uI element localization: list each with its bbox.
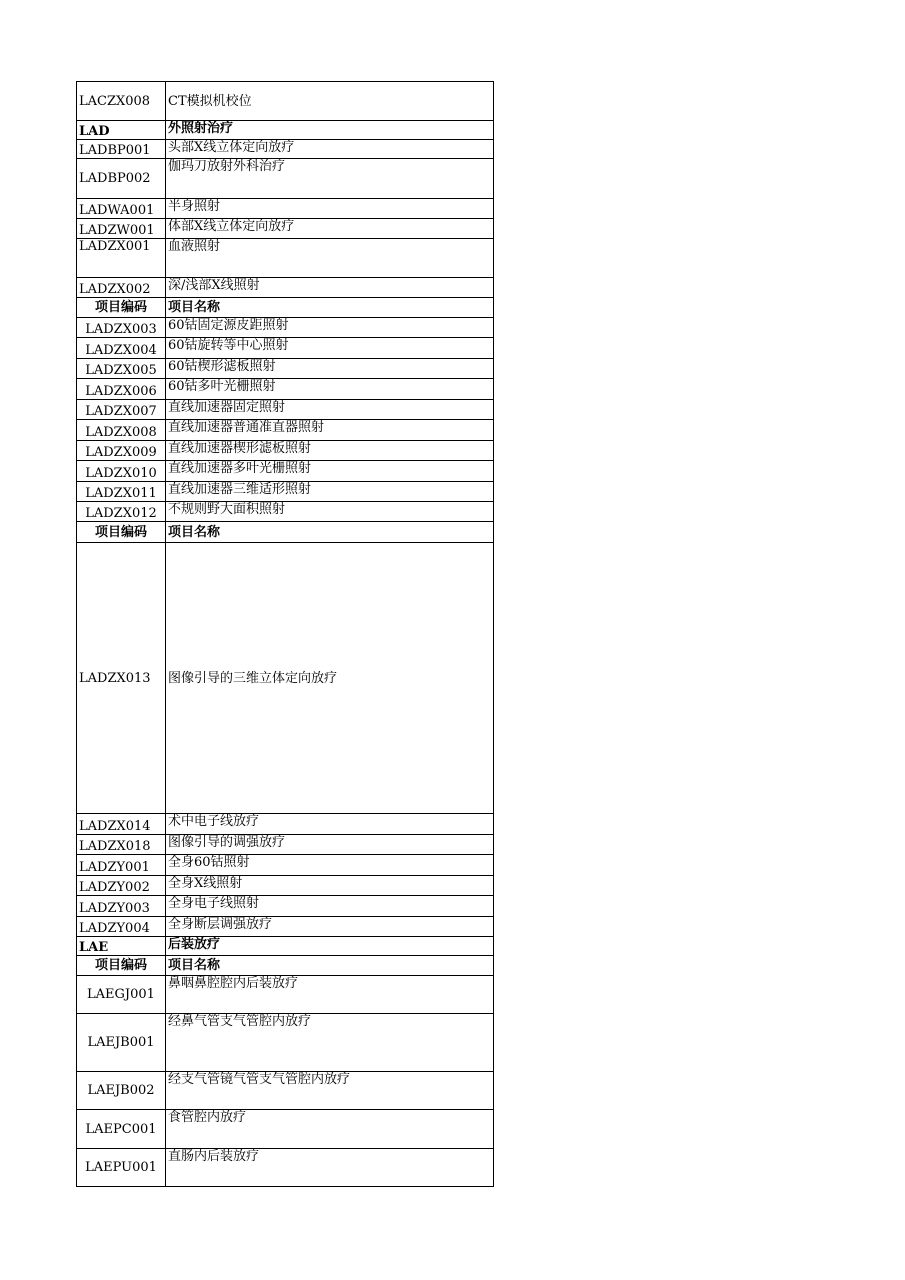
procedure-code: LACZX008	[77, 82, 166, 121]
procedure-name: 头部X线立体定向放疗	[166, 140, 494, 159]
procedure-name: 60钴多叶光栅照射	[166, 379, 494, 400]
procedure-name: 伽玛刀放射外科治疗	[166, 159, 494, 199]
procedure-code: LADZY002	[77, 876, 166, 896]
table-row	[77, 1014, 494, 1072]
procedure-name: 深/浅部X线照射	[166, 278, 494, 298]
procedure-name: 全身断层调强放疗	[166, 917, 494, 937]
column-header-row	[77, 298, 494, 318]
procedure-code: LADZX002	[77, 278, 166, 298]
procedure-code: LADZX014	[77, 814, 166, 835]
procedure-code: LADZX003	[77, 318, 166, 338]
procedure-code: LAEJB001	[77, 1014, 166, 1072]
table-row	[77, 140, 494, 159]
table-row	[77, 1110, 494, 1149]
procedure-code: LADZX005	[77, 359, 166, 379]
column-header-row	[77, 956, 494, 976]
category-code: LAE	[77, 937, 166, 956]
procedure-name: 直线加速器三维适形照射	[166, 482, 494, 502]
category-row	[77, 121, 494, 140]
table-row	[77, 400, 494, 420]
procedure-name: 经鼻气管支气管腔内放疗	[166, 1014, 494, 1072]
procedure-code: LADWA001	[77, 199, 166, 219]
column-header-name: 项目名称	[166, 298, 494, 318]
column-header-code: 项目编码	[77, 298, 166, 318]
table-row	[77, 461, 494, 482]
procedure-name: CT模拟机校位	[166, 82, 494, 121]
table-row	[77, 278, 494, 298]
column-header-code: 项目编码	[77, 522, 166, 543]
table-row	[77, 835, 494, 855]
procedure-name: 直线加速器楔形滤板照射	[166, 441, 494, 461]
procedure-code: LADZX012	[77, 502, 166, 522]
procedure-code: LADZX008	[77, 420, 166, 441]
procedure-code: LADZX004	[77, 338, 166, 359]
procedure-name: 60钴楔形滤板照射	[166, 359, 494, 379]
procedure-name: 60钴旋转等中心照射	[166, 338, 494, 359]
table-row	[77, 976, 494, 1014]
table-row	[77, 159, 494, 199]
procedure-code: LADZY003	[77, 896, 166, 917]
procedure-name: 全身X线照射	[166, 876, 494, 896]
procedure-code: LADZW001	[77, 219, 166, 239]
table-row	[77, 855, 494, 876]
category-name: 外照射治疗	[166, 121, 494, 140]
procedure-name: 直线加速器固定照射	[166, 400, 494, 420]
procedure-name: 全身电子线照射	[166, 896, 494, 917]
table-row	[77, 441, 494, 461]
procedure-code: LADZX018	[77, 835, 166, 855]
table-row	[77, 82, 494, 121]
column-header-code: 项目编码	[77, 956, 166, 976]
procedure-name: 60钴固定源皮距照射	[166, 318, 494, 338]
procedure-name: 半身照射	[166, 199, 494, 219]
table-body	[77, 82, 494, 1187]
procedure-name: 全身60钴照射	[166, 855, 494, 876]
procedure-code: LADBP002	[77, 159, 166, 199]
procedure-name: 图像引导的调强放疗	[166, 835, 494, 855]
procedure-name: 食管腔内放疗	[166, 1110, 494, 1149]
table-row	[77, 502, 494, 522]
procedure-name: 术中电子线放疗	[166, 814, 494, 835]
procedure-code: LADBP001	[77, 140, 166, 159]
procedure-name: 直肠内后装放疗	[166, 1149, 494, 1187]
procedure-name: 直线加速器普通准直器照射	[166, 420, 494, 441]
procedure-name: 体部X线立体定向放疗	[166, 219, 494, 239]
procedure-code: LADZX011	[77, 482, 166, 502]
table-row	[77, 338, 494, 359]
category-name: 后装放疗	[166, 937, 494, 956]
table-row	[77, 199, 494, 219]
table-row	[77, 876, 494, 896]
table-row	[77, 814, 494, 835]
table-row	[77, 239, 494, 278]
procedure-code: LADZX009	[77, 441, 166, 461]
table-row	[77, 379, 494, 400]
procedure-code: LADZY004	[77, 917, 166, 937]
category-code: LAD	[77, 121, 166, 140]
procedure-code: LAEGJ001	[77, 976, 166, 1014]
table-row	[77, 543, 494, 814]
table-row	[77, 318, 494, 338]
procedure-code: LAEJB002	[77, 1072, 166, 1110]
procedure-code: LADZX007	[77, 400, 166, 420]
procedure-name: 图像引导的三维立体定向放疗	[166, 543, 494, 814]
procedure-code-table	[76, 81, 494, 1187]
procedure-code: LAEPC001	[77, 1110, 166, 1149]
procedure-name: 直线加速器多叶光栅照射	[166, 461, 494, 482]
column-header-name: 项目名称	[166, 956, 494, 976]
procedure-code: LADZX001	[77, 239, 166, 278]
table-row	[77, 1149, 494, 1187]
procedure-code: LADZX006	[77, 379, 166, 400]
column-header-name: 项目名称	[166, 522, 494, 543]
procedure-name: 经支气管镜气管支气管腔内放疗	[166, 1072, 494, 1110]
procedure-code: LAEPU001	[77, 1149, 166, 1187]
table-row	[77, 896, 494, 917]
procedure-name: 鼻咽鼻腔腔内后装放疗	[166, 976, 494, 1014]
category-row	[77, 937, 494, 956]
table-row	[77, 219, 494, 239]
procedure-code: LADZX010	[77, 461, 166, 482]
table-row	[77, 482, 494, 502]
table-row	[77, 420, 494, 441]
column-header-row	[77, 522, 494, 543]
table-row	[77, 359, 494, 379]
table-row	[77, 917, 494, 937]
procedure-code: LADZX013	[77, 543, 166, 814]
procedure-name: 血液照射	[166, 239, 494, 278]
procedure-code: LADZY001	[77, 855, 166, 876]
procedure-name: 不规则野大面积照射	[166, 502, 494, 522]
table-row	[77, 1072, 494, 1110]
